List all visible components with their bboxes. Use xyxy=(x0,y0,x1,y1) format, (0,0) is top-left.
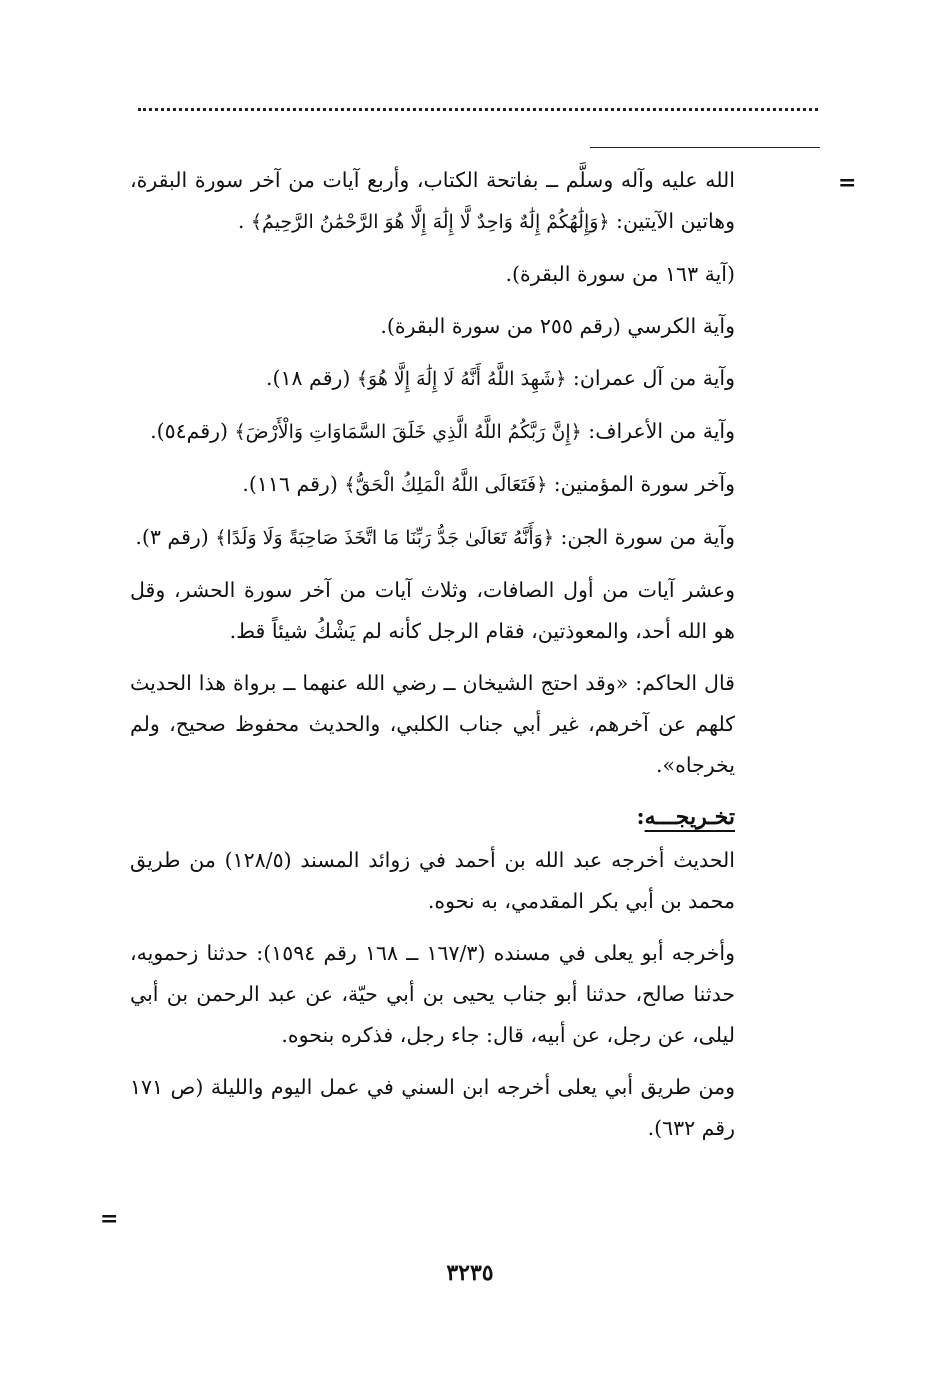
paragraph-4: وآية من آل عمران: ﴿شَهِدَ اللَّهُ أَنَّهُ لَا إِلَٰهَ إِلَّا هُوَ﴾ (رقم ١٨). xyxy=(265,366,735,390)
paragraph-1: الله عليه وآله وسلَّم ــ بفاتحة الكتاب، وأربع آيات من آخر سورة البقرة، وهاتين الآيتين: ﴿وَإِلَٰهُكُمْ إِلَٰهٌ وَاحِدٌ لَّا إِلَٰهَ إِلَّا هُوَ الرَّحْمَٰنُ الرَّحِيمُ﴾ . xyxy=(130,168,735,233)
header-rule xyxy=(590,147,820,148)
quran-verse: ﴿وَأَنَّهُ تَعَالَىٰ جَدُّ رَبِّنَا مَا اتَّخَذَ صَاحِبَةً وَلَا وَلَدًا﴾ xyxy=(215,527,554,549)
margin-marker-bottom: = xyxy=(100,1206,119,1232)
takhrij-heading: تخـريجـــه: xyxy=(636,804,735,830)
takhrij-paragraph-3: ومن طريق أبي يعلى أخرجه ابن السني في عمل اليوم والليلة (ص ١٧١ رقم ٦٣٢). xyxy=(130,1075,735,1140)
takhrij-paragraph-2: وأخرجه أبو يعلى في مسنده (١٦٧/٣ ــ ١٦٨ رقم ١٥٩٤): حدثنا زحمويه، حدثنا صالح، حدثنا أبو جناب يحيى بن أبي حيّة، عن عبد الرحمن بن أبي ليلى، عن رجل، عن أبيه، قال: جاء رجل، فذكره بنحوه. xyxy=(130,941,735,1047)
margin-marker-top: = xyxy=(838,170,857,196)
paragraph-9: قال الحاكم: «وقد احتج الشيخان ــ رضي الله عنهما ــ برواة هذا الحديث كلهم عن آخرهم، غير أبي جناب الكلبي، والحديث محفوظ صحيح، ولم يخرجاه». xyxy=(130,671,735,777)
quran-verse: ﴿شَهِدَ اللَّهُ أَنَّهُ لَا إِلَٰهَ إِلَّا هُوَ﴾ xyxy=(356,368,567,390)
paragraph-5: وآية من الأعراف: ﴿إِنَّ رَبَّكُمُ اللَّهُ الَّذِي خَلَقَ السَّمَاوَاتِ وَالْأَرْضَ﴾ (رقم٥٤). xyxy=(150,419,735,443)
quran-verse: ﴿وَإِلَٰهُكُمْ إِلَٰهٌ وَاحِدٌ لَّا إِلَٰهَ إِلَّا هُوَ الرَّحْمَٰنُ الرَّحِيمُ﴾ xyxy=(250,211,610,233)
paragraph-3: وآية الكرسي (رقم ٢٥٥ من سورة البقرة). xyxy=(380,314,735,338)
paragraph-7: وآية من سورة الجن: ﴿وَأَنَّهُ تَعَالَىٰ جَدُّ رَبِّنَا مَا اتَّخَذَ صَاحِبَةً وَلَا وَلَدًا﴾ (رقم ٣). xyxy=(135,525,735,549)
page-body xyxy=(130,160,735,1160)
paragraph-2: (آية ١٦٣ من سورة البقرة). xyxy=(505,262,735,286)
dotted-separator xyxy=(138,108,818,111)
quran-verse: ﴿إِنَّ رَبَّكُمُ اللَّهُ الَّذِي خَلَقَ السَّمَاوَاتِ وَالْأَرْضَ﴾ xyxy=(234,421,582,443)
paragraph-6: وآخر سورة المؤمنين: ﴿فَتَعَالَى اللَّهُ الْمَلِكُ الْحَقُّ﴾ (رقم ١١٦). xyxy=(242,472,735,496)
quran-verse: ﴿فَتَعَالَى اللَّهُ الْمَلِكُ الْحَقُّ﴾ xyxy=(344,474,548,496)
takhrij-paragraph-1: الحديث أخرجه عبد الله بن أحمد في زوائد المسند (١٢٨/٥) من طريق محمد بن أبي بكر المقدمي، به نحوه. xyxy=(130,848,735,913)
page-number: ٣٢٣٥ xyxy=(446,1260,494,1286)
paragraph-8: وعشر آيات من أول الصافات، وثلاث آيات من آخر سورة الحشر، وقل هو الله أحد، والمعوذتين، فقام الرجل كأنه لم يَشْكُ شيئاً قط. xyxy=(130,578,735,643)
